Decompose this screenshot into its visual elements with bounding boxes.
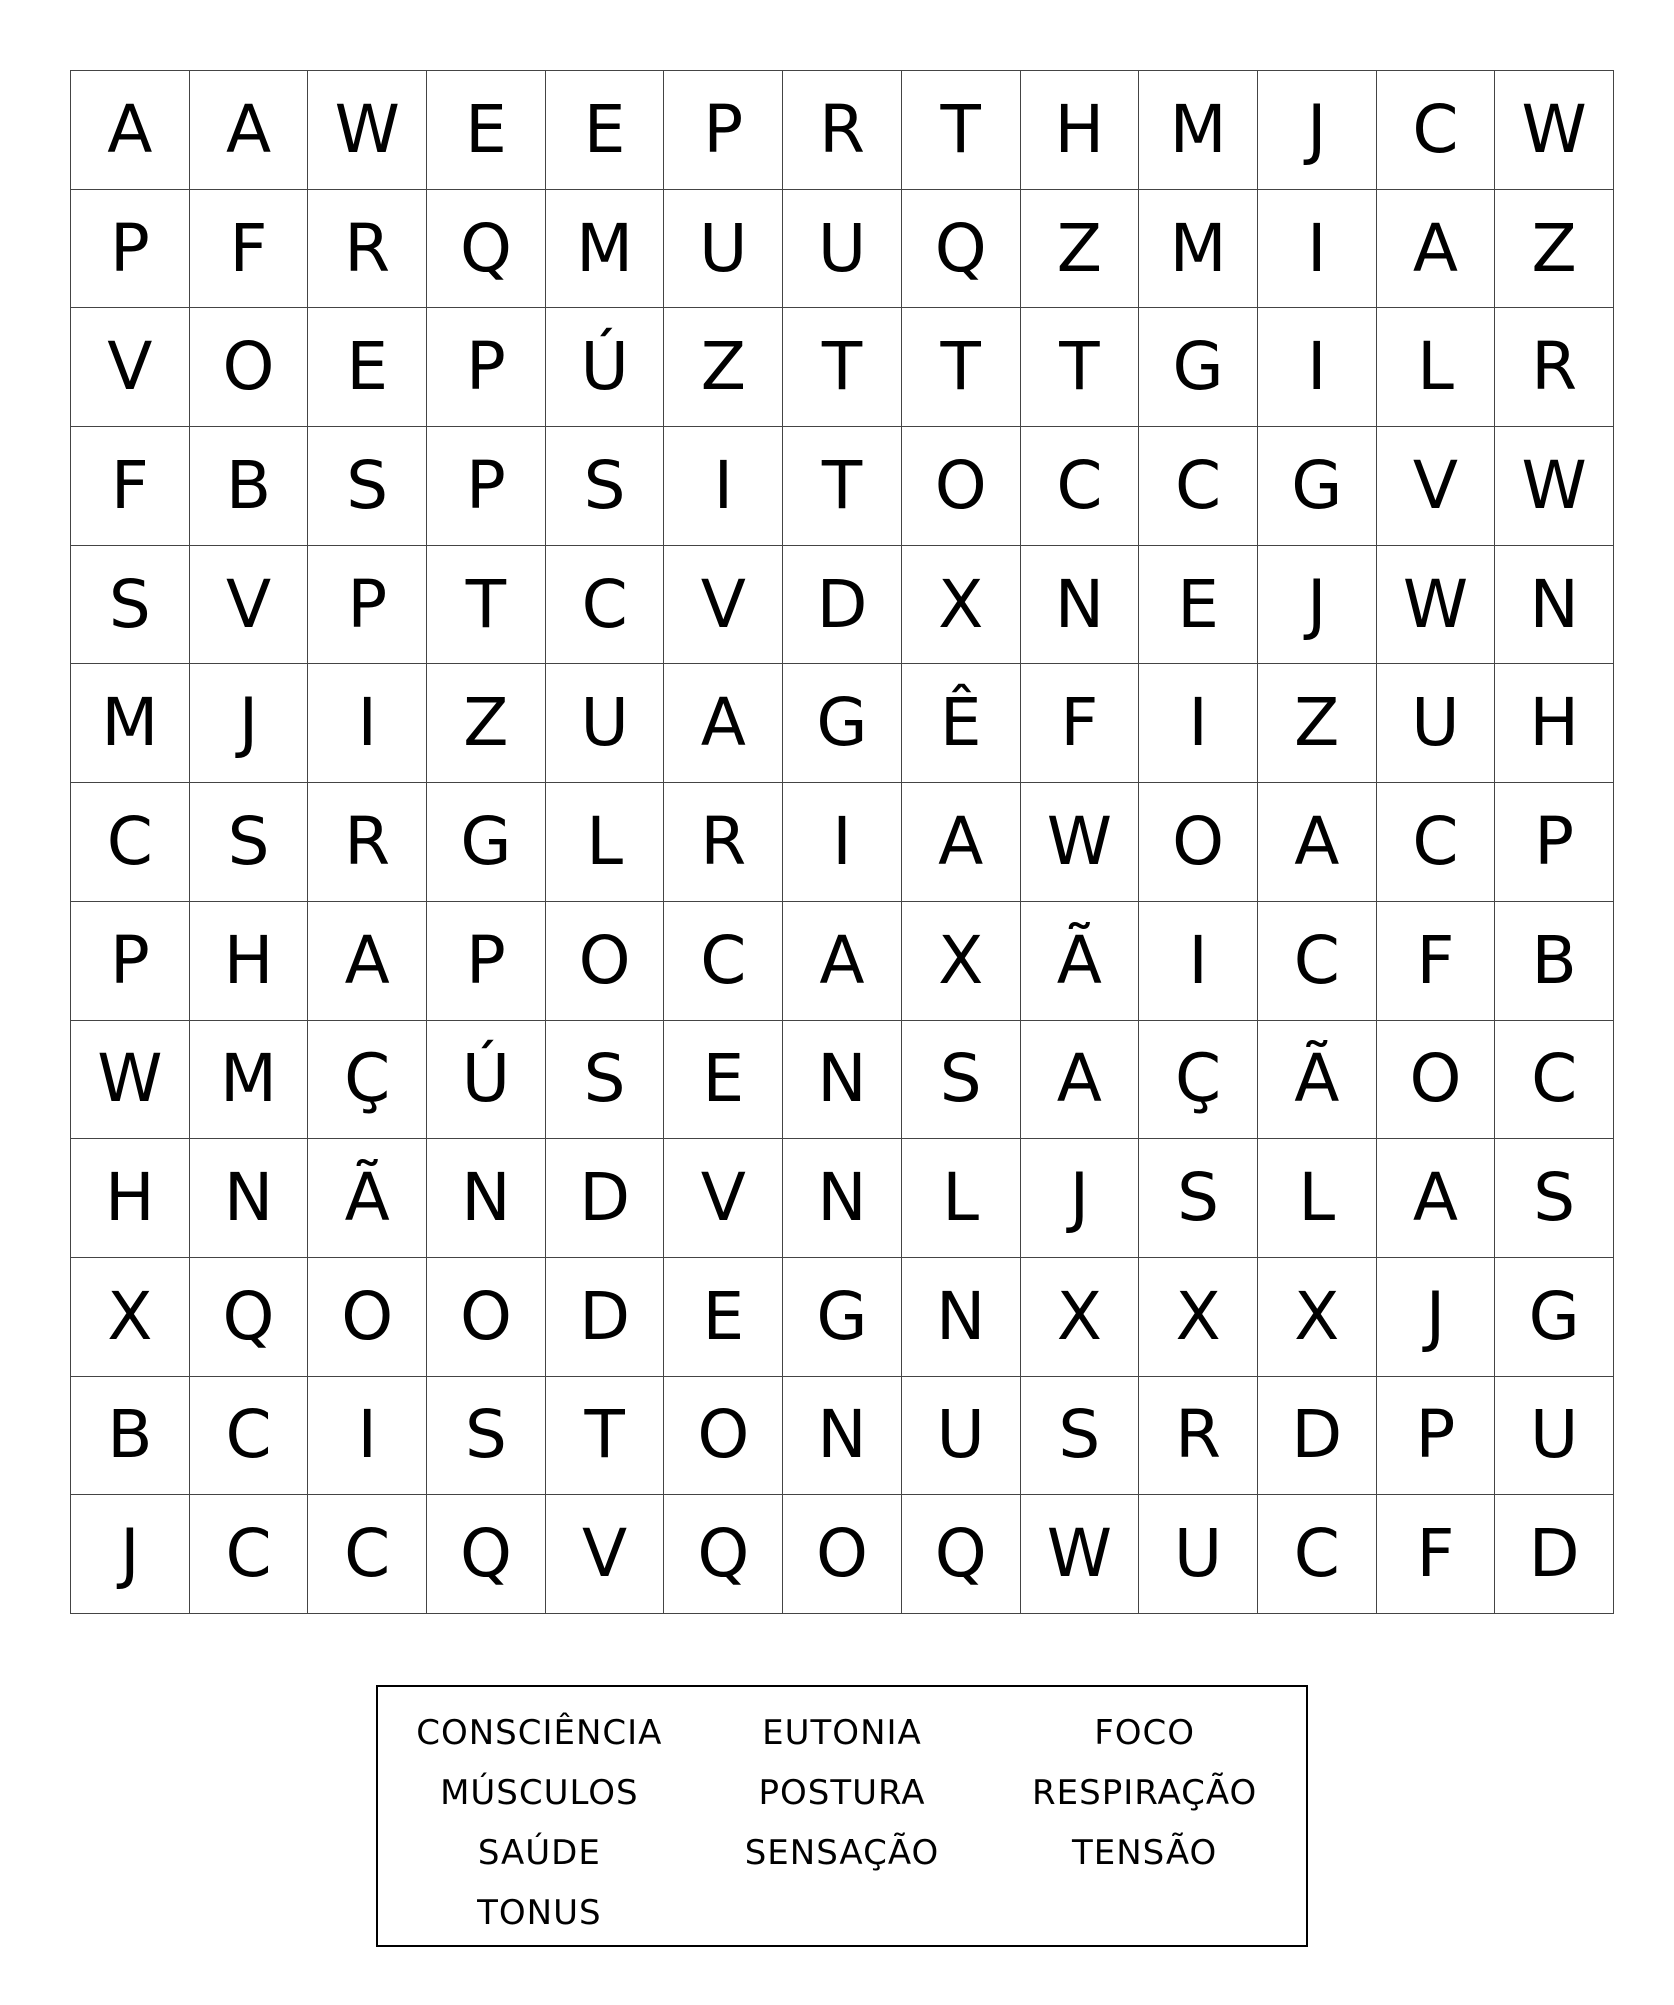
grid-cell[interactable]: H [1021, 71, 1140, 190]
grid-cell[interactable]: C [546, 546, 665, 665]
grid-cell[interactable]: O [664, 1377, 783, 1496]
grid-cell[interactable]: V [546, 1495, 665, 1614]
grid-cell[interactable]: H [71, 1139, 190, 1258]
grid-cell[interactable]: U [1139, 1495, 1258, 1614]
word-list-column [388, 1703, 691, 1943]
word-list-item: EUTONIA [762, 1713, 922, 1753]
grid-cell[interactable]: O [546, 902, 665, 1021]
grid-cell[interactable]: V [1377, 427, 1496, 546]
grid-cell[interactable]: X [1021, 1258, 1140, 1377]
grid-cell[interactable]: E [664, 1021, 783, 1140]
grid-cell[interactable]: W [308, 71, 427, 190]
grid-cell[interactable]: E [546, 71, 665, 190]
grid-cell[interactable]: U [902, 1377, 1021, 1496]
grid-cell[interactable]: D [783, 546, 902, 665]
grid-cell[interactable]: X [71, 1258, 190, 1377]
grid-cell[interactable]: T [783, 427, 902, 546]
grid-cell[interactable]: V [190, 546, 309, 665]
grid-cell[interactable]: R [308, 190, 427, 309]
word-list-item: RESPIRAÇÃO [1032, 1773, 1258, 1813]
grid-cell[interactable]: I [308, 1377, 427, 1496]
word-list-item: SENSAÇÃO [744, 1833, 940, 1873]
word-list-item: CONSCIÊNCIA [416, 1713, 663, 1753]
grid-cell[interactable]: S [190, 783, 309, 902]
grid-cell[interactable]: X [902, 546, 1021, 665]
grid-cell[interactable]: I [1258, 190, 1377, 309]
word-list-item: SAÚDE [477, 1833, 601, 1873]
grid-cell[interactable]: T [427, 546, 546, 665]
grid-cell[interactable]: B [1495, 902, 1614, 1021]
grid-cell[interactable]: J [1377, 1258, 1496, 1377]
grid-cell[interactable]: S [1021, 1377, 1140, 1496]
grid-cell[interactable]: Ã [1021, 902, 1140, 1021]
grid-cell[interactable]: D [546, 1258, 665, 1377]
grid-cell[interactable]: I [308, 664, 427, 783]
grid-cell[interactable]: G [1258, 427, 1377, 546]
grid-cell[interactable]: R [1139, 1377, 1258, 1496]
grid-cell[interactable]: P [71, 190, 190, 309]
word-list-item: POSTURA [758, 1773, 926, 1813]
grid-cell[interactable]: S [71, 546, 190, 665]
grid-cell[interactable]: Ê [902, 664, 1021, 783]
grid-cell[interactable]: P [1495, 783, 1614, 902]
grid-cell[interactable]: Z [1258, 664, 1377, 783]
grid-cell[interactable]: D [546, 1139, 665, 1258]
grid-cell[interactable]: S [308, 427, 427, 546]
grid-cell[interactable]: C [308, 1495, 427, 1614]
grid-cell[interactable]: L [1377, 308, 1496, 427]
grid-cell[interactable]: T [902, 308, 1021, 427]
grid-cell[interactable]: E [664, 1258, 783, 1377]
grid-cell[interactable]: A [1377, 1139, 1496, 1258]
grid-cell[interactable]: N [1495, 546, 1614, 665]
grid-cell[interactable]: A [664, 664, 783, 783]
word-list-item: MÚSCULOS [440, 1773, 639, 1813]
grid-cell[interactable]: W [1377, 546, 1496, 665]
grid-cell[interactable]: U [1377, 664, 1496, 783]
grid-cell[interactable]: C [1258, 1495, 1377, 1614]
grid-cell[interactable]: A [783, 902, 902, 1021]
grid-cell[interactable]: R [783, 71, 902, 190]
grid-cell[interactable]: O [1139, 783, 1258, 902]
grid-cell[interactable]: S [427, 1377, 546, 1496]
grid-cell[interactable]: S [1495, 1139, 1614, 1258]
grid-cell[interactable]: J [71, 1495, 190, 1614]
grid-cell[interactable]: U [546, 664, 665, 783]
grid-cell[interactable]: C [190, 1495, 309, 1614]
grid-cell[interactable]: F [71, 427, 190, 546]
grid-cell[interactable]: Q [902, 190, 1021, 309]
grid-cell[interactable]: D [1495, 1495, 1614, 1614]
grid-cell[interactable]: P [308, 546, 427, 665]
grid-cell[interactable]: E [427, 71, 546, 190]
grid-cell[interactable]: I [1139, 902, 1258, 1021]
grid-cell[interactable]: U [664, 190, 783, 309]
grid-cell[interactable]: I [783, 783, 902, 902]
grid-cell[interactable]: F [1377, 1495, 1496, 1614]
grid-cell[interactable]: A [190, 71, 309, 190]
grid-cell[interactable]: C [1021, 427, 1140, 546]
grid-cell[interactable]: X [1258, 1258, 1377, 1377]
grid-cell[interactable]: O [902, 427, 1021, 546]
grid-cell[interactable]: S [1139, 1139, 1258, 1258]
grid-cell[interactable]: W [1021, 783, 1140, 902]
grid-cell[interactable]: A [308, 902, 427, 1021]
grid-cell[interactable]: A [902, 783, 1021, 902]
grid-cell[interactable]: F [1021, 664, 1140, 783]
grid-cell[interactable]: R [664, 783, 783, 902]
grid-cell[interactable]: R [1495, 308, 1614, 427]
grid-cell[interactable]: V [71, 308, 190, 427]
grid-cell[interactable]: X [902, 902, 1021, 1021]
grid-cell[interactable]: B [190, 427, 309, 546]
grid-cell[interactable]: Ã [308, 1139, 427, 1258]
grid-cell[interactable]: O [190, 308, 309, 427]
grid-cell[interactable]: M [1139, 190, 1258, 309]
grid-cell[interactable]: V [664, 1139, 783, 1258]
grid-cell[interactable]: A [1377, 190, 1496, 309]
grid-cell[interactable]: D [1258, 1377, 1377, 1496]
grid-cell[interactable]: N [783, 1139, 902, 1258]
grid-cell[interactable]: M [71, 664, 190, 783]
grid-cell[interactable]: I [664, 427, 783, 546]
word-list-item: TONUS [477, 1893, 602, 1933]
grid-cell[interactable]: Q [427, 1495, 546, 1614]
grid-cell[interactable]: M [546, 190, 665, 309]
grid-cell[interactable]: Z [1021, 190, 1140, 309]
grid-cell[interactable]: Ú [546, 308, 665, 427]
grid-cell[interactable]: Q [664, 1495, 783, 1614]
grid-cell[interactable]: W [71, 1021, 190, 1140]
grid-cell[interactable]: J [1021, 1139, 1140, 1258]
grid-cell[interactable]: N [783, 1021, 902, 1140]
grid-cell[interactable]: W [1495, 71, 1614, 190]
grid-cell[interactable]: V [664, 546, 783, 665]
grid-cell[interactable]: C [71, 783, 190, 902]
grid-cell[interactable]: X [1139, 1258, 1258, 1377]
grid-cell[interactable]: Ú [427, 1021, 546, 1140]
grid-cell[interactable]: N [190, 1139, 309, 1258]
grid-cell[interactable]: S [546, 1021, 665, 1140]
grid-cell[interactable]: M [190, 1021, 309, 1140]
grid-cell[interactable]: Ç [1139, 1021, 1258, 1140]
grid-cell[interactable]: T [1021, 308, 1140, 427]
grid-cell[interactable]: Z [427, 664, 546, 783]
grid-cell[interactable]: A [1258, 783, 1377, 902]
grid-cell[interactable]: C [190, 1377, 309, 1496]
grid-cell[interactable]: S [902, 1021, 1021, 1140]
grid-cell[interactable]: P [664, 71, 783, 190]
grid-cell[interactable]: J [190, 664, 309, 783]
grid-cell[interactable]: O [783, 1495, 902, 1614]
word-list-box [376, 1685, 1308, 1947]
grid-cell[interactable]: P [71, 902, 190, 1021]
grid-cell[interactable]: T [546, 1377, 665, 1496]
grid-cell[interactable]: R [308, 783, 427, 902]
grid-cell[interactable]: C [1495, 1021, 1614, 1140]
grid-cell[interactable]: Z [1495, 190, 1614, 309]
grid-cell[interactable]: E [1139, 546, 1258, 665]
grid-cell[interactable]: T [902, 71, 1021, 190]
grid-cell[interactable]: N [783, 1377, 902, 1496]
grid-cell[interactable]: Q [427, 190, 546, 309]
word-list-column [691, 1703, 994, 1943]
grid-cell[interactable]: U [783, 190, 902, 309]
grid-cell[interactable]: U [1495, 1377, 1614, 1496]
grid-cell[interactable]: H [1495, 664, 1614, 783]
grid-cell[interactable]: N [902, 1258, 1021, 1377]
grid-cell[interactable]: O [308, 1258, 427, 1377]
grid-cell[interactable]: Q [190, 1258, 309, 1377]
grid-cell[interactable]: B [71, 1377, 190, 1496]
grid-cell[interactable]: L [1258, 1139, 1377, 1258]
grid-cell[interactable]: L [902, 1139, 1021, 1258]
grid-cell[interactable]: C [1258, 902, 1377, 1021]
letter-grid [70, 70, 1614, 1614]
grid-cell[interactable]: T [783, 308, 902, 427]
grid-cell[interactable]: N [1021, 546, 1140, 665]
grid-cell[interactable]: P [427, 427, 546, 546]
word-list-item: TENSÃO [1071, 1833, 1218, 1873]
grid-cell[interactable]: H [190, 902, 309, 1021]
grid-cell[interactable]: L [546, 783, 665, 902]
grid-cell[interactable]: I [1258, 308, 1377, 427]
grid-cell[interactable]: J [1258, 546, 1377, 665]
grid-cell[interactable]: P [427, 902, 546, 1021]
grid-cell[interactable]: N [427, 1139, 546, 1258]
grid-cell[interactable]: M [1139, 71, 1258, 190]
grid-cell[interactable]: F [190, 190, 309, 309]
grid-cell[interactable]: Z [664, 308, 783, 427]
grid-cell[interactable]: C [1377, 71, 1496, 190]
grid-cell[interactable]: G [1139, 308, 1258, 427]
grid-cell[interactable]: F [1377, 902, 1496, 1021]
grid-cell[interactable]: I [1139, 664, 1258, 783]
grid-cell[interactable]: G [1495, 1258, 1614, 1377]
word-list-item: FOCO [1094, 1713, 1196, 1753]
grid-cell[interactable]: E [308, 308, 427, 427]
grid-cell[interactable]: C [1139, 427, 1258, 546]
grid-cell[interactable]: O [1377, 1021, 1496, 1140]
grid-cell[interactable]: Q [902, 1495, 1021, 1614]
grid-cell[interactable]: G [783, 664, 902, 783]
grid-cell[interactable]: W [1495, 427, 1614, 546]
grid-cell[interactable]: G [783, 1258, 902, 1377]
grid-cell[interactable]: P [427, 308, 546, 427]
grid-cell[interactable]: C [664, 902, 783, 1021]
grid-cell[interactable]: A [1021, 1021, 1140, 1140]
grid-cell[interactable]: J [1258, 71, 1377, 190]
grid-cell[interactable]: Ç [308, 1021, 427, 1140]
grid-cell[interactable]: W [1021, 1495, 1140, 1614]
grid-cell[interactable]: C [1377, 783, 1496, 902]
grid-cell[interactable]: Ã [1258, 1021, 1377, 1140]
grid-cell[interactable]: G [427, 783, 546, 902]
word-list-column [993, 1703, 1296, 1943]
grid-cell[interactable]: A [71, 71, 190, 190]
grid-cell[interactable]: S [546, 427, 665, 546]
grid-cell[interactable]: O [427, 1258, 546, 1377]
grid-cell[interactable]: P [1377, 1377, 1496, 1496]
